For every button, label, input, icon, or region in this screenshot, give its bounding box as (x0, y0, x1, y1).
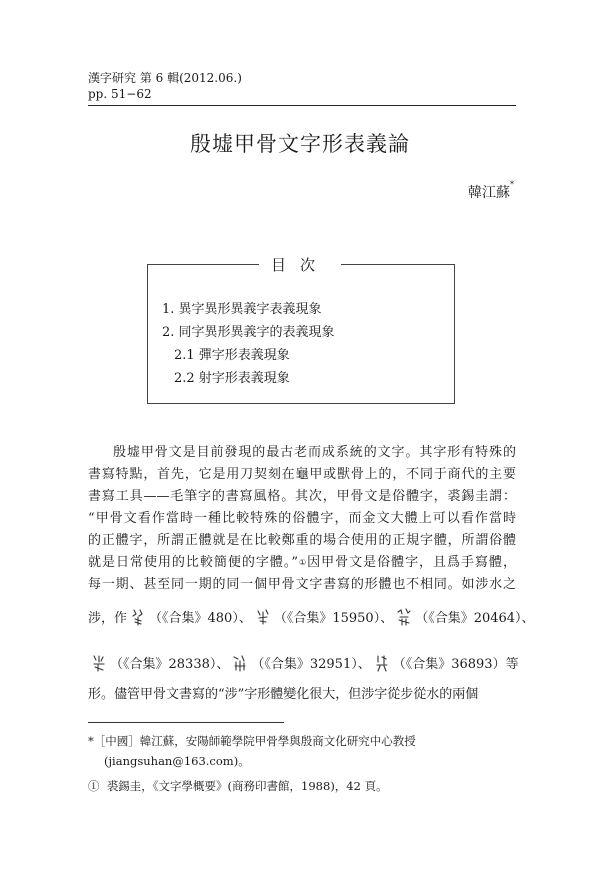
journal-header: 漢字研究 第 6 輯(2012.06.) (88, 71, 242, 85)
cite-6: （《合集》36893）等 (392, 657, 519, 672)
cite-3: （《合集》20464）、 (415, 611, 535, 626)
oracle-glyph-she-2-icon (255, 608, 271, 626)
toc-heading: 目次 (0, 254, 600, 275)
cite-4: （《合集》28338）、 (110, 657, 230, 672)
body-line-7: 每一期、甚至同一期的同一個甲骨文字書寫的形體也不相同。如涉水之 (88, 577, 516, 592)
body-line-6b: 因甲骨文是俗體字，且爲手寫體， (307, 555, 516, 570)
paper-title: 殷墟甲骨文字形表義論 (190, 132, 410, 156)
author (468, 182, 514, 202)
footnote-2-text: 裘錫圭，《文字學概要》(商務印書館，1988)，42 頁。 (106, 779, 388, 793)
body-line-6 (88, 553, 516, 573)
toc-item-2-2: 2.2 射字形表義現象 (174, 371, 290, 386)
header-rule (88, 105, 516, 106)
body-line-9 (88, 654, 519, 675)
toc-item-2: 2. 同字異形異義字的表義現象 (162, 325, 335, 340)
author-name: 韓江蘇 (468, 185, 510, 201)
cite-2: （《合集》15950）、 (273, 611, 394, 626)
body-line-1: 殷墟甲骨文是目前發現的最古老而成系統的文字。其字形有特殊的 (113, 445, 516, 460)
oracle-glyph-she-1-icon (130, 608, 146, 626)
footnote-2-mark: ① (88, 779, 100, 793)
body-line-8a: 涉，作 (88, 611, 128, 626)
body-line-10: 形。儘管甲骨文書寫的“涉”字形體變化很大，但涉字從步從水的兩個 (88, 687, 479, 702)
author-footnote-mark: * (510, 180, 514, 189)
body-line-6a: 就是日常使用的比較簡便的字體。” (88, 555, 298, 570)
toc-item-1: 1. 異字異形異義字表義現象 (162, 302, 322, 317)
page-range: pp. 51−62 (88, 87, 152, 101)
footnote-author-line2: (jiangsuhan@163.com)。 (104, 754, 250, 768)
body-line-5: 的正體字，所謂正體就是在比較鄭重的場合使用的正規字體，所謂俗體 (88, 533, 516, 548)
cite-5: （《合集》32951）、 (251, 657, 371, 672)
footnote-2 (88, 778, 388, 794)
cite-1: （《合集》480）、 (149, 611, 252, 626)
oracle-glyph-she-5-icon (232, 654, 248, 672)
oracle-glyph-she-3-icon (396, 608, 412, 626)
footnote-ref-1: ① (297, 558, 308, 567)
footnote-rule (88, 722, 284, 723)
footnote-author-line1: *［中國］韓江蘇，安陽師範學院甲骨學與殷商文化研究中心教授 (88, 734, 416, 748)
body-line-2: 書寫特點，首先，它是用刀契刻在龜甲或獸骨上的，不同于商代的主要 (88, 467, 516, 482)
oracle-glyph-she-6-icon (374, 654, 390, 672)
body-line-4: “甲骨文看作當時一種比較特殊的俗體字，而金文大體上可以看作當時 (88, 511, 516, 526)
toc-item-2-1: 2.1 彈字形表義現象 (174, 348, 290, 363)
oracle-glyph-she-4-icon (91, 654, 107, 672)
body-line-3: 書寫工具——毛筆字的書寫風格。其次，甲骨文是俗體字，裘錫圭謂： (88, 489, 516, 504)
body-line-8 (88, 608, 535, 629)
